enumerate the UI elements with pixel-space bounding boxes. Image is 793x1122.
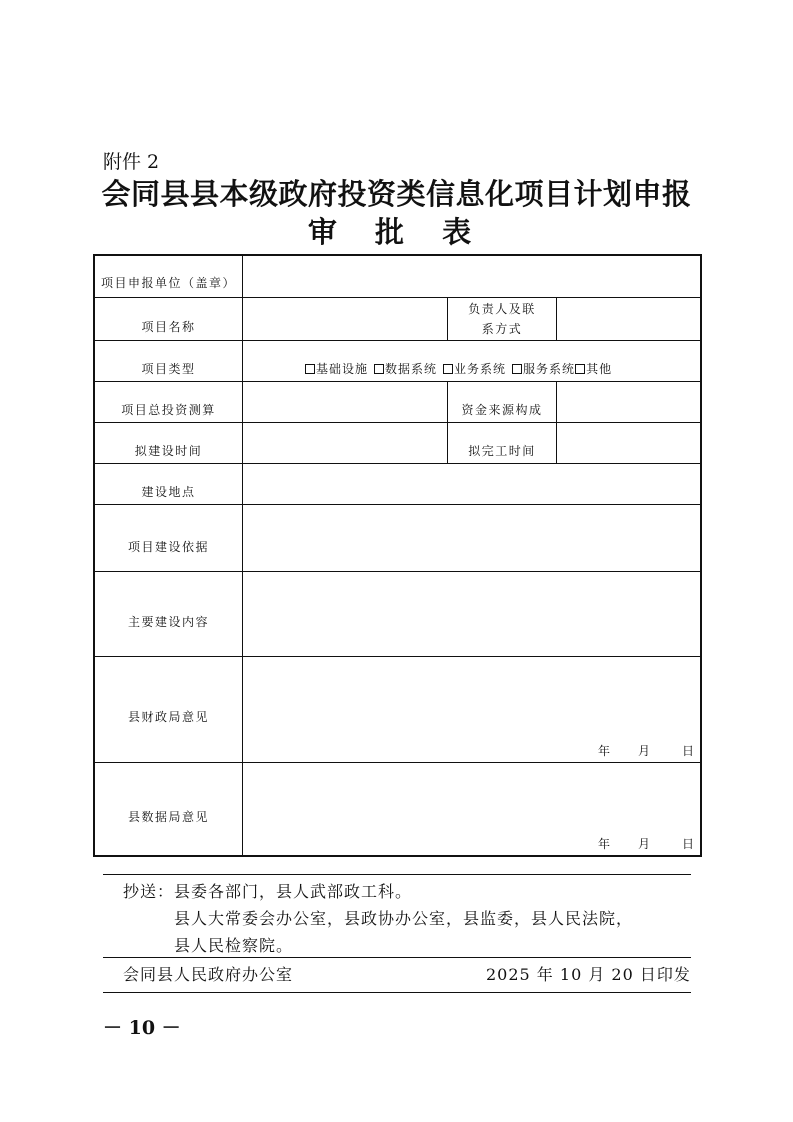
row-divider: [95, 297, 700, 298]
planned-end-label: 拟完工时间: [468, 444, 536, 458]
footer-rule-middle: [103, 957, 691, 958]
footer-rule-bottom: [103, 992, 691, 993]
checkbox-icon: [443, 364, 453, 374]
content-label: 主要建设内容: [127, 615, 209, 629]
option-service-system[interactable]: [512, 360, 575, 377]
option-data-system[interactable]: [374, 360, 437, 377]
planned-end-field[interactable]: [558, 424, 700, 462]
project-type-options: [305, 360, 618, 377]
option-label: 其他: [586, 362, 613, 376]
row-divider: [95, 504, 700, 505]
issuer: 会同县人民政府办公室: [123, 965, 294, 984]
option-label: 数据系统: [385, 362, 438, 376]
applicant-field[interactable]: [244, 257, 700, 295]
finance-opinion-field[interactable]: [244, 658, 700, 761]
option-label: 服务系统: [523, 362, 576, 376]
project-name-label: 项目名称: [141, 320, 196, 334]
location-label: 建设地点: [141, 485, 196, 499]
row-divider: [95, 381, 700, 382]
checkbox-icon: [575, 364, 585, 374]
checkbox-icon: [305, 364, 315, 374]
contact-field[interactable]: [558, 299, 700, 339]
row-divider: [95, 656, 700, 657]
cc-line-1: 抄送：县委各部门，县人武部政工科。: [123, 882, 413, 901]
planned-start-label: 拟建设时间: [134, 444, 203, 458]
option-label: 基础设施: [316, 362, 369, 376]
attachment-label: 附件 2: [103, 151, 160, 173]
finance-opinion-label: 县财政局意见: [127, 710, 209, 724]
column-divider: [242, 256, 243, 855]
date-day: 日: [682, 837, 695, 851]
option-label: 业务系统: [454, 362, 507, 376]
row-divider: [95, 422, 700, 423]
row-divider: [95, 463, 700, 464]
contact-label-line2: 系方式: [481, 322, 523, 336]
issued-date: 2025 年 10 月 20 日印发: [486, 965, 691, 984]
date-year: 年: [598, 837, 611, 851]
footer-rule-top: [103, 874, 691, 875]
project-name-field[interactable]: [244, 299, 446, 339]
date-day: 日: [682, 744, 695, 758]
checkbox-icon: [374, 364, 384, 374]
page-number: － 10 －: [103, 1017, 181, 1039]
applicant-label: 项目申报单位（盖章）: [100, 276, 236, 290]
basis-label: 项目建设依据: [127, 540, 209, 554]
row-divider: [95, 571, 700, 572]
fund-source-field[interactable]: [558, 383, 700, 421]
basis-field[interactable]: [244, 506, 700, 570]
column-divider: [556, 381, 557, 463]
row-divider: [95, 340, 700, 341]
row-divider: [95, 762, 700, 763]
project-type-label: 项目类型: [141, 362, 196, 376]
date-month: 月: [638, 744, 651, 758]
option-other[interactable]: [575, 360, 612, 377]
fund-source-label: 资金来源构成: [461, 403, 543, 417]
date-month: 月: [638, 837, 651, 851]
data-bureau-opinion-field[interactable]: [244, 764, 700, 854]
data-bureau-opinion-label: 县数据局意见: [127, 810, 209, 824]
planned-start-field[interactable]: [244, 424, 446, 462]
document-title: 会同县县本级政府投资类信息化项目计划申报: [101, 177, 692, 211]
option-business-system[interactable]: [443, 360, 506, 377]
checkbox-icon: [512, 364, 522, 374]
location-field[interactable]: [244, 465, 700, 503]
cc-line-2: 县人大常委会办公室，县政协办公室，县监委，县人民法院，: [174, 909, 634, 928]
content-field[interactable]: [244, 573, 700, 655]
total-investment-field[interactable]: [244, 383, 446, 421]
column-divider: [556, 297, 557, 340]
cc-line-3: 县人民检察院。: [174, 936, 294, 955]
date-year: 年: [598, 744, 611, 758]
document-subtitle: 审 批 表: [307, 215, 486, 249]
approval-form-table: [93, 254, 702, 857]
option-infrastructure[interactable]: [305, 360, 368, 377]
total-investment-label: 项目总投资测算: [121, 403, 216, 417]
contact-label-line1: 负责人及联: [468, 302, 536, 316]
